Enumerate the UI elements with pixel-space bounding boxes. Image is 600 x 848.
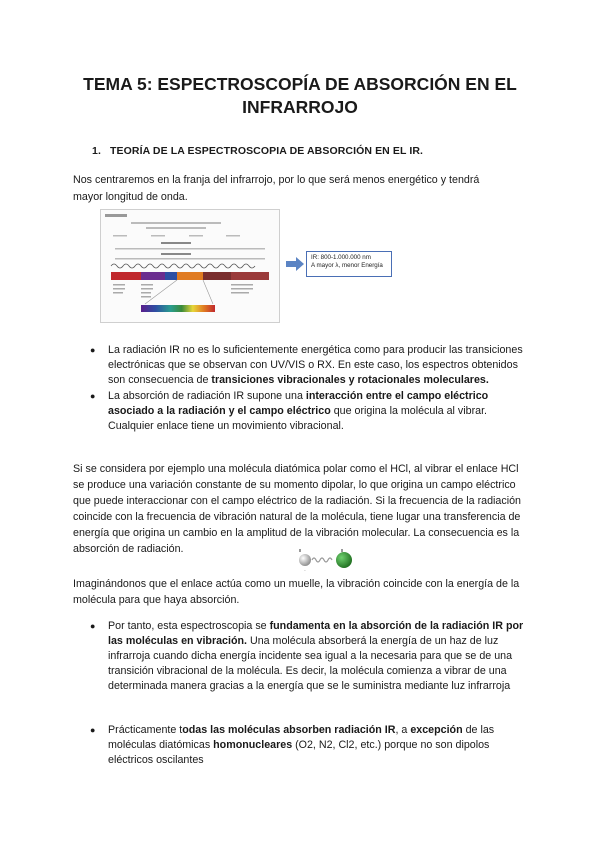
bullet-icon: ● [90, 391, 96, 401]
hcl-paragraph: Si se considera por ejemplo una molécula diatómica polar como el HCl, al vibrar el enlace HCl se produce una variación constante de su momento dipolar, lo que origina un campo eléctrico que puede interaccionar con el campo eléctrico de la radiación. Si la frecuencia de la radiación coincide con la frecuencia de vibración natural de la molécula, tiene lugar una transferencia de energía que origina un cambio en la amplitud de la vibración molecular. La consecuencia es la absorción de radiación. [73, 463, 521, 555]
bullet-icon: ● [90, 345, 96, 355]
spring-paragraph: Imaginándonos que el enlace actúa como un muelle, la vibración coincide con la energía de la molécula para que haya absorción. [73, 578, 520, 606]
ir-note-line-2: A mayor λ, menor Energía [311, 262, 383, 269]
bullet-list-3 [90, 723, 530, 769]
list-item: ● La radiación IR no es lo suficientemente energética como para producir las transiciones electrónicas que se observan con UV/VIS o RX. En este caso, los espectros obtenidos son consecuencia de transiciones vibracionales y rotacionales moleculares. [90, 344, 523, 386]
right-arrow-icon [286, 257, 304, 271]
intro-line-1: Nos centraremos en la franja del infrarrojo, por lo que será menos energético y tendrá [73, 174, 480, 186]
section-heading [92, 145, 423, 157]
list-item: ● La absorción de radiación IR supone una interacción entre el campo eléctrico asociado a la radiación y el campo eléctrico que origina la molécula al vibrar. Cualquier enlace tiene un movimiento vibracional. [90, 390, 489, 432]
bullet-list-2 [90, 619, 530, 695]
svg-text:·: · [304, 568, 306, 573]
section-heading-text: TEORÍA DE LA ESPECTROSCOPIA DE ABSORCIÓN EN EL IR. [110, 145, 424, 157]
list-item: ● Prácticamente todas las moléculas absorben radiación IR, a excepción de las moléculas diatómicas homonucleares (O2, N2, Cl2, etc.) porque no son dipolos eléctricos oscilantes [90, 724, 495, 766]
spectrum-figure-graphic [101, 210, 279, 322]
ir-note-line-1: IR: 800-1.000.000 nm [311, 254, 371, 261]
section-number: 1. [92, 145, 101, 157]
title-line-2: INFRARROJO [242, 97, 358, 117]
ir-note-box [306, 251, 392, 277]
bullet-list-1 [90, 343, 530, 435]
intro-paragraph [73, 172, 528, 206]
bullet-icon: ● [90, 621, 96, 631]
hcl-molecule-illustration [298, 547, 360, 573]
document-title [40, 73, 560, 119]
list-item: ● Por tanto, esta espectroscopia se fundamenta en la absorción de la radiación IR por las moléculas en vibración. Una molécula absorberá la energía de un haz de luz infrarroja cuando dicha energía incidente sea igual a la necesaria para que se de una transición vibracional de la molécula. Es decir, la molécula comienza a vibrar de una determinada manera gracias a la energía que se le suministra mediante luz infrarroja [90, 620, 524, 692]
intro-line-2: mayor longitud de onda. [73, 191, 188, 203]
spectrum-figure [100, 209, 280, 323]
title-line-1: TEMA 5: ESPECTROSCOPÍA DE ABSORCIÓN EN EL [83, 74, 517, 94]
bullet-icon: ● [90, 725, 96, 735]
